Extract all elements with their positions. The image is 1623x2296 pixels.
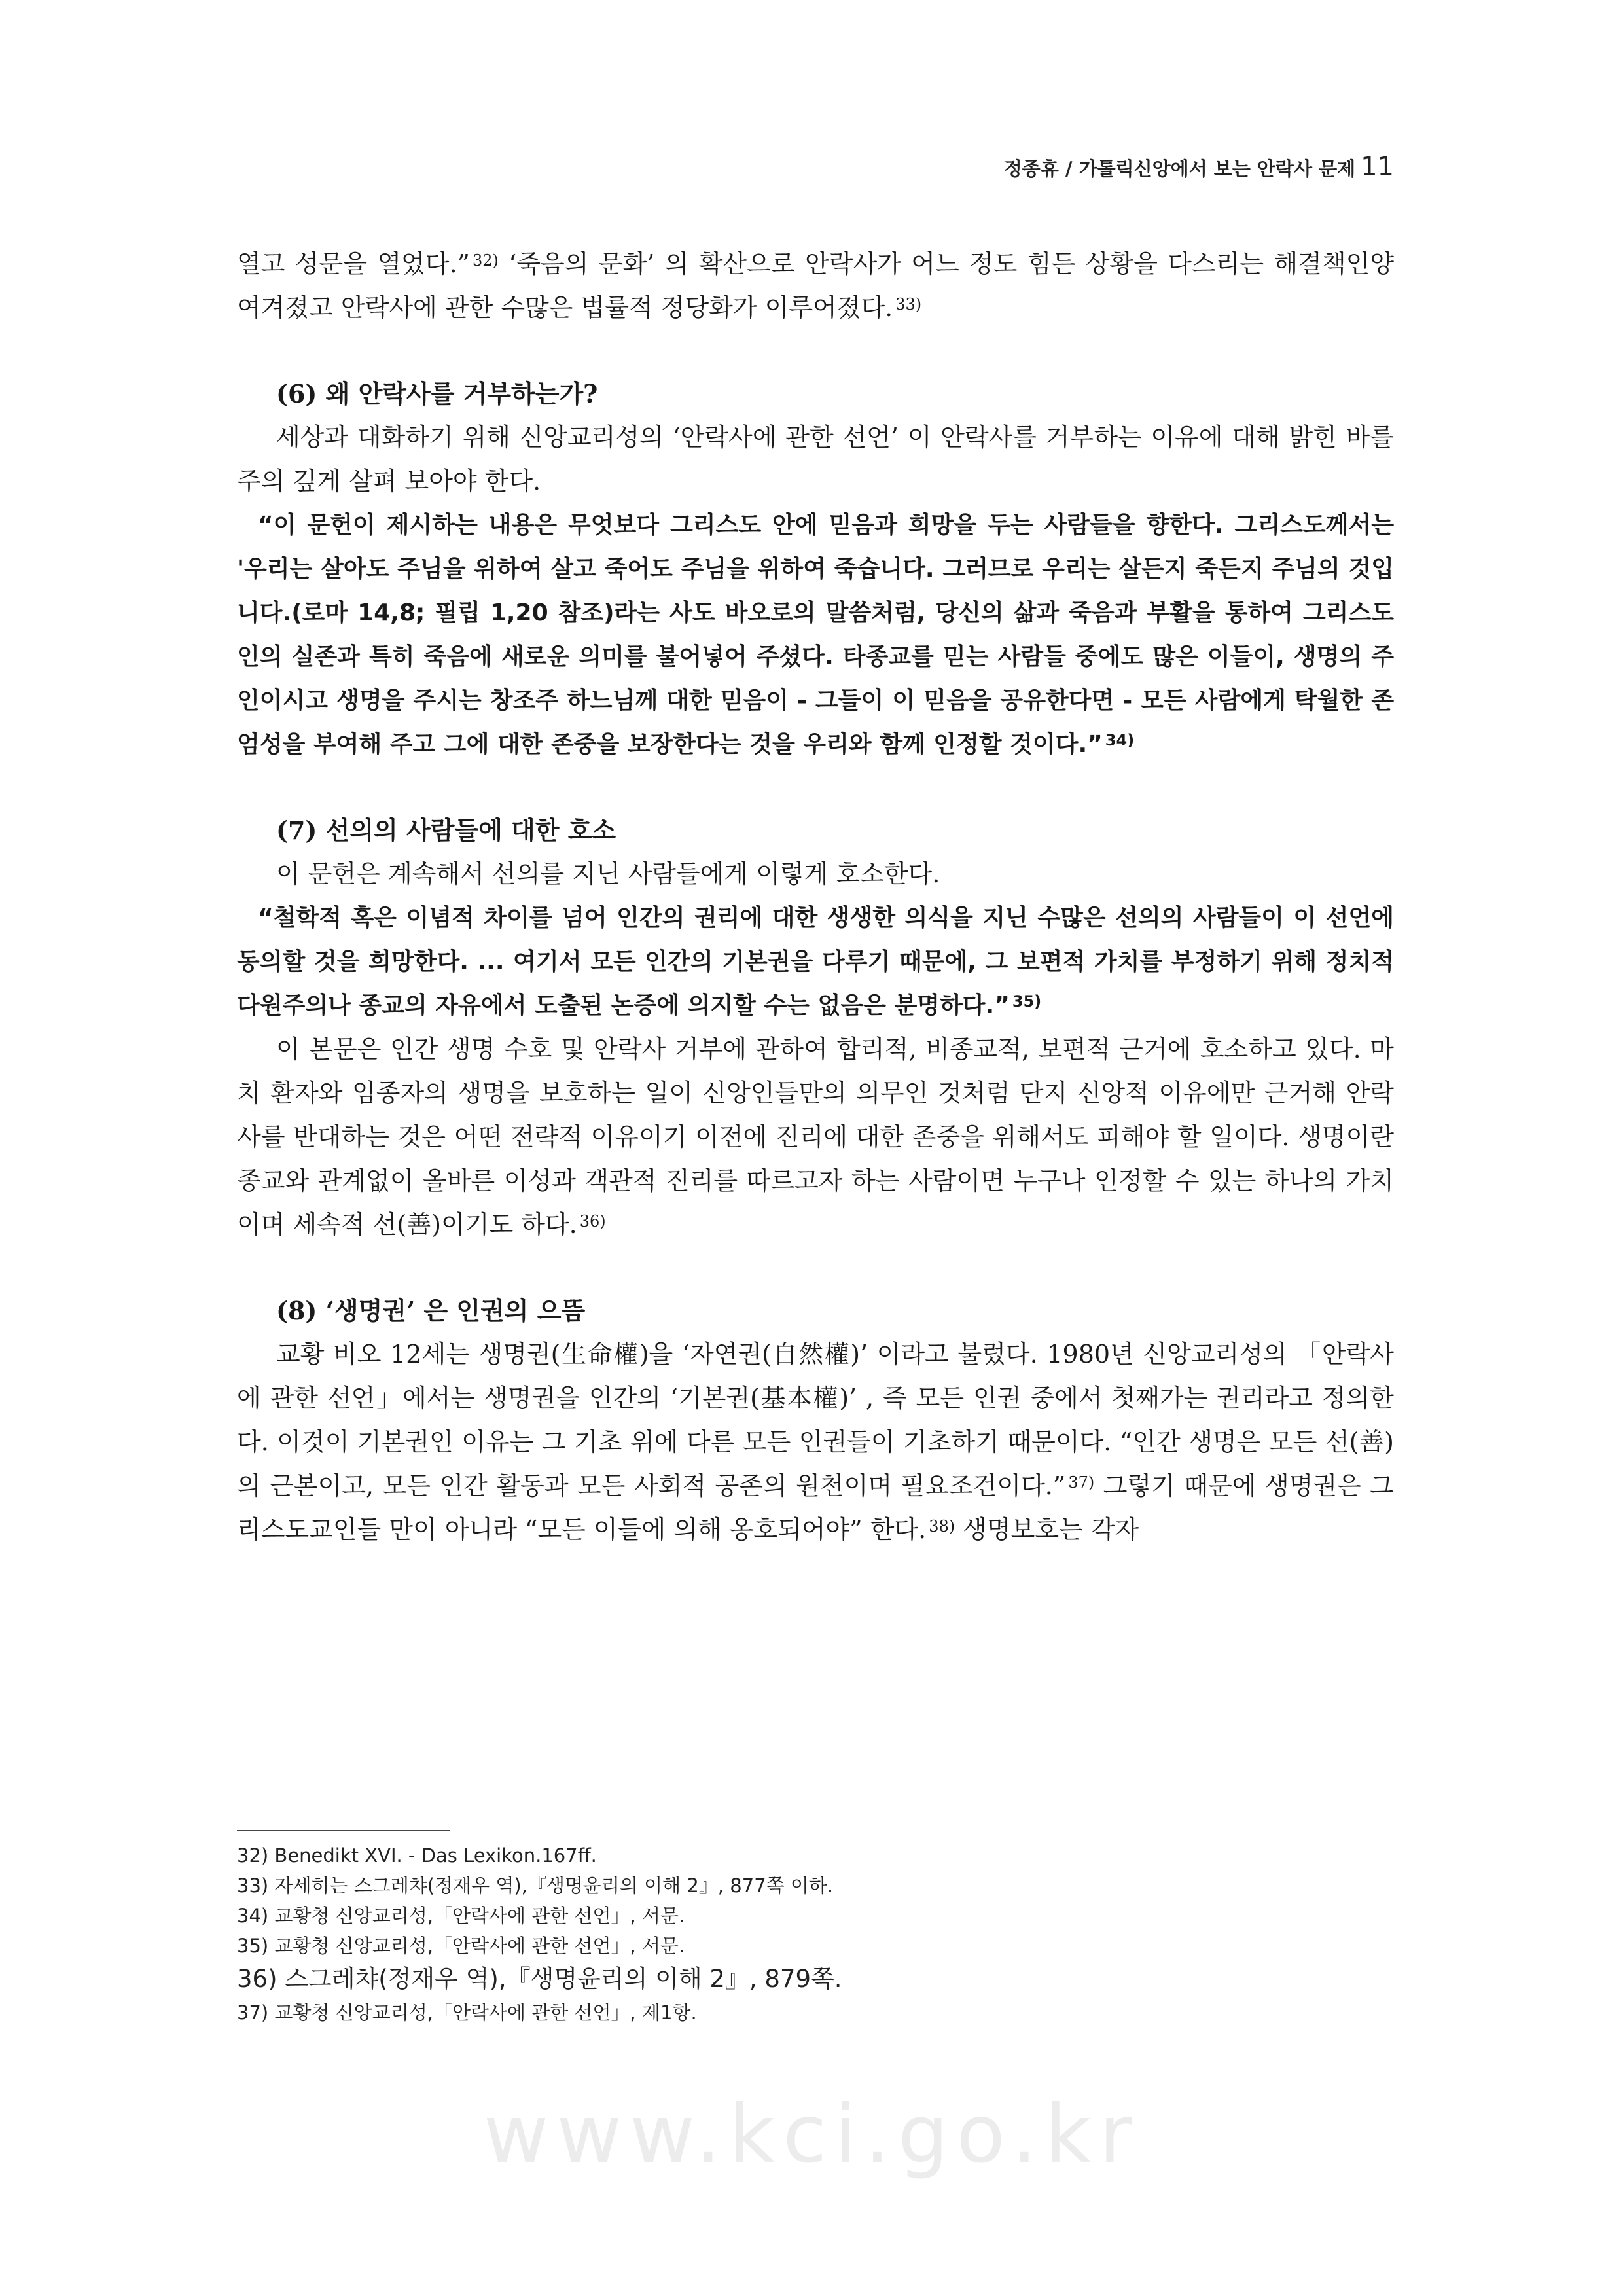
footnote-ref-35[interactable]: 35) [1012, 992, 1042, 1011]
kci-watermark: www.kci.go.kr [483, 2088, 1140, 2181]
section-6-paragraph: 세상과 대화하기 위해 신앙교리성의 ‘안락사에 관한 선언’ 이 안락사를 거부하는 이유에 대해 밝힌 바를 주의 깊게 살펴 보아야 한다. [237, 423, 1395, 495]
running-head [1004, 152, 1394, 182]
intro-text-cont: ‘죽음의 문화’ 의 확산으로 안락사가 어느 정도 힘든 상황을 다스리는 해결책인양 여겨졌고 안락사에 관한 수많은 법률적 정당화가 이루어졌다. [237, 249, 1394, 322]
footnote-34: 34) 교황청 신앙교리성,「안락사에 관한 선언」, 서문. [237, 1905, 685, 1927]
paragraph-text: 교황 비오 12세는 생명권(生命權)을 ‘자연권(自然權)’ 이라고 불렀다. 1980년 신앙교리성의 「안락사에 관한 선언」에서는 생명권을 인간의 ‘기본권(基本權)’ , 즉 모든 인권 중에서 첫째가는 권리라고 정의한다. 이것이 기본권인 이유는 그 기초 위에 다른 모든 인권들이 기초하기 때문이다. “인간 생명은 모든 선(善)의 근본이고, 모든 인간 활동과 모든 사회적 공존의 원천이며 필요조건이다.” [237, 1340, 1394, 1500]
section-heading-6: (6) 왜 안락사를 거부하는가? [276, 379, 598, 408]
section-7-paragraph-1: 이 문헌은 계속해서 선의를 지닌 사람들에게 이렇게 호소한다. [276, 859, 940, 888]
quote-text: “철학적 혹은 이념적 차이를 넘어 인간의 권리에 대한 생생한 의식을 지닌 수많은 선의의 사람들이 이 선언에 동의할 것을 희망한다. ... 여기서 모든 인간의 기본권을 다루기 때문에, 그 보편적 가치를 부정하기 위해 정치적 다원주의나 종교의 자유에서 도출된 논증에 의지할 수는 없음은 분명하다.” [237, 905, 1394, 1019]
footnote-ref-34[interactable]: 34) [1105, 731, 1135, 749]
footnote-ref-38[interactable]: 38) [929, 1517, 955, 1535]
section-7-quote [237, 896, 1394, 1028]
paragraph-text-end: 생명보호는 각자 [955, 1515, 1139, 1544]
footnote-separator [237, 1830, 450, 1831]
footnote-ref-36[interactable]: 36) [579, 1212, 606, 1230]
section-8-paragraph [237, 1333, 1394, 1552]
footnote-36: 36) 스그레챠(정재우 역),『생명윤리의 이해 2』, 879쪽. [237, 1965, 842, 1993]
footnote-ref-33[interactable]: 33) [895, 295, 922, 314]
footnote-37: 37) 교황청 신앙교리성,「안락사에 관한 선언」, 제1항. [237, 2001, 697, 2024]
paragraph-text-cont: 그렇기 때문에 생명권은 그리스도교인들 만이 아니라 “모든 이들에 의해 옹호되어야” 한다. [237, 1471, 1394, 1544]
footnote-32: 32) Benedikt XVI. - Das Lexikon.167ff. [237, 1844, 597, 1867]
footnote-ref-37[interactable]: 37) [1068, 1473, 1095, 1492]
section-6-quote [237, 503, 1394, 766]
footnote-35: 35) 교황청 신앙교리성,「안락사에 관한 선언」, 서문. [237, 1935, 685, 1957]
quote-text: “이 문헌이 제시하는 내용은 무엇보다 그리스도 안에 믿음과 희망을 두는 사람들을 향한다. 그리스도께서는 '우리는 살아도 주님을 위하여 살고 죽어도 주님을 위하여 죽습니다. 그러므로 우리는 살든지 죽든지 주님의 것입니다.(로마 14,8; 필립 1,20 참조)라는 사도 바오로의 말씀처럼, 당신의 삶과 죽음과 부활을 통하여 그리스도인의 실존과 특히 죽음에 새로운 의미를 불어넣어 주셨다. 타종교를 믿는 사람들 중에도 많은 이들이, 생명의 주인이시고 생명을 주시는 창조주 하느님께 대한 믿음이 - 그들이 이 믿음을 공유한다면 - 모든 사람에게 탁월한 존엄성을 부여해 주고 그에 대한 존중을 보장한다는 것을 우리와 함께 인정할 것이다.” [237, 512, 1394, 758]
footnotes [237, 1840, 1394, 2028]
intro-text: 열고 성문을 열었다.” [237, 249, 470, 278]
page-number: 11 [1361, 152, 1394, 182]
body-text [237, 242, 1394, 1552]
paragraph-text: 이 본문은 인간 생명 수호 및 안락사 거부에 관하여 합리적, 비종교적, 보편적 근거에 호소하고 있다. 마치 환자와 임종자의 생명을 보호하는 일이 신앙인들만의 의무인 것처럼 단지 신앙적 이유에만 근거해 안락사를 반대하는 것은 어떤 전략적 이유이기 이전에 진리에 대한 존중을 위해서도 피해야 할 일이다. 생명이란 종교와 관계없이 올바른 이성과 객관적 진리를 따르고자 하는 사람이면 누구나 인정할 수 있는 하나의 가치이며 세속적 선(善)이기도 하다. [237, 1035, 1394, 1239]
footnote-33: 33) 자세히는 스그레챠(정재우 역),『생명윤리의 이해 2』, 877쪽 이하. [237, 1874, 834, 1897]
footnote-ref-32[interactable]: 32) [472, 251, 499, 270]
section-7-paragraph-2 [237, 1028, 1394, 1247]
running-title: 정종휴 / 가톨릭신앙에서 보는 안락사 문제 [1003, 158, 1356, 180]
intro-paragraph [237, 242, 1394, 330]
section-heading-7: (7) 선의의 사람들에 대한 호소 [276, 816, 616, 845]
section-heading-8: (8) ‘생명권’ 은 인권의 으뜸 [276, 1296, 586, 1325]
